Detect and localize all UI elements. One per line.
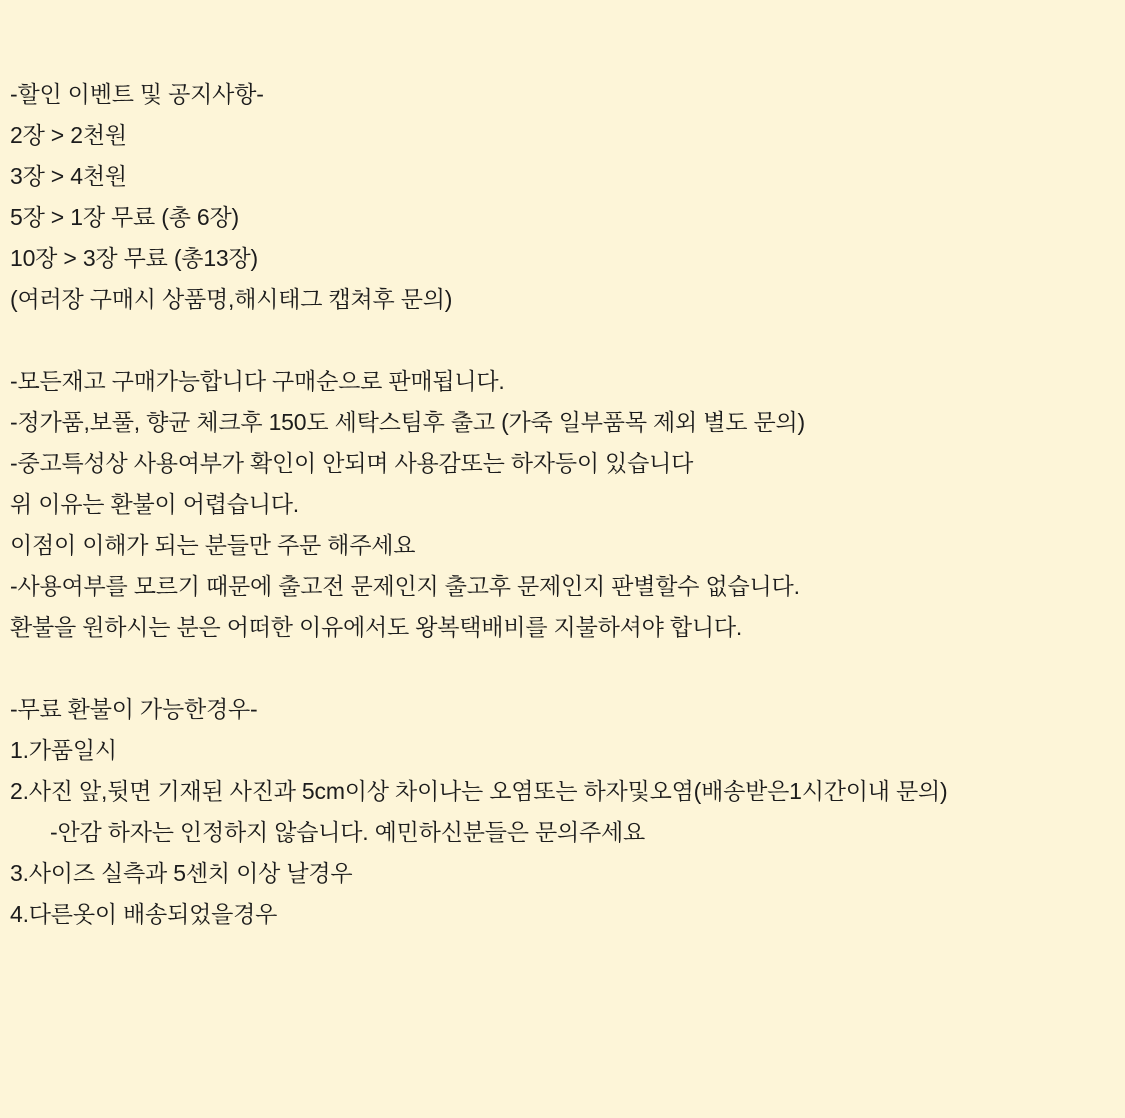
refund-case-4: 4.다른옷이 배송되었을경우: [10, 901, 278, 927]
stock-availability-line: -모든재고 구매가능합니다 구매순으로 판매됩니다.: [10, 368, 505, 394]
refund-case-2: 2.사진 앞,뒷면 기재된 사진과 5cm이상 차이나는 오염또는 하자및오염(배송받은1시간이내 문의): [10, 778, 948, 804]
section-gap-2: [10, 648, 1125, 689]
order-understanding-line: 이점이 이해가 되는 분들만 주문 해주세요: [10, 532, 416, 558]
refund-case-2-subnote: -안감 하자는 인정하지 않습니다. 예민하신분들은 문의주세요: [50, 819, 646, 845]
discount-tier-10: 10장 > 3장 무료 (총13장): [10, 245, 258, 271]
discount-tier-5: 5장 > 1장 무료 (총 6장): [10, 204, 239, 230]
free-refund-heading: -무료 환불이 가능한경우-: [10, 696, 258, 722]
stock-and-condition-section: [10, 361, 1125, 648]
shipping-fee-line: 환불을 원하시는 분은 어떠한 이유에서도 왕복택배비를 지불하셔야 합니다.: [10, 614, 743, 640]
refund-case-1: 1.가품일시: [10, 737, 117, 763]
refund-difficulty-line: 위 이유는 환불이 어렵습니다.: [10, 491, 299, 517]
defect-judgement-line: -사용여부를 모르기 때문에 출고전 문제인지 출고후 문제인지 판별할수 없습니다.: [10, 573, 800, 599]
discount-notice-section: [10, 74, 1125, 320]
discount-inquiry-note: (여러장 구매시 상품명,해시태그 캡쳐후 문의): [10, 286, 453, 312]
discount-notice-heading: -할인 이벤트 및 공지사항-: [10, 81, 264, 107]
discount-tier-2: 2장 > 2천원: [10, 122, 127, 148]
authenticity-check-line: -정가품,보풀, 향균 체크후 150도 세탁스팀후 출고 (가죽 일부품목 제외 별도 문의): [10, 409, 805, 435]
section-gap-1: [10, 320, 1125, 361]
refund-case-3: 3.사이즈 실측과 5센치 이상 날경우: [10, 860, 353, 886]
discount-tier-3: 3장 > 4천원: [10, 163, 127, 189]
free-refund-cases-section: [10, 689, 1125, 935]
used-condition-line: -중고특성상 사용여부가 확인이 안되며 사용감또는 하자등이 있습니다: [10, 450, 694, 476]
